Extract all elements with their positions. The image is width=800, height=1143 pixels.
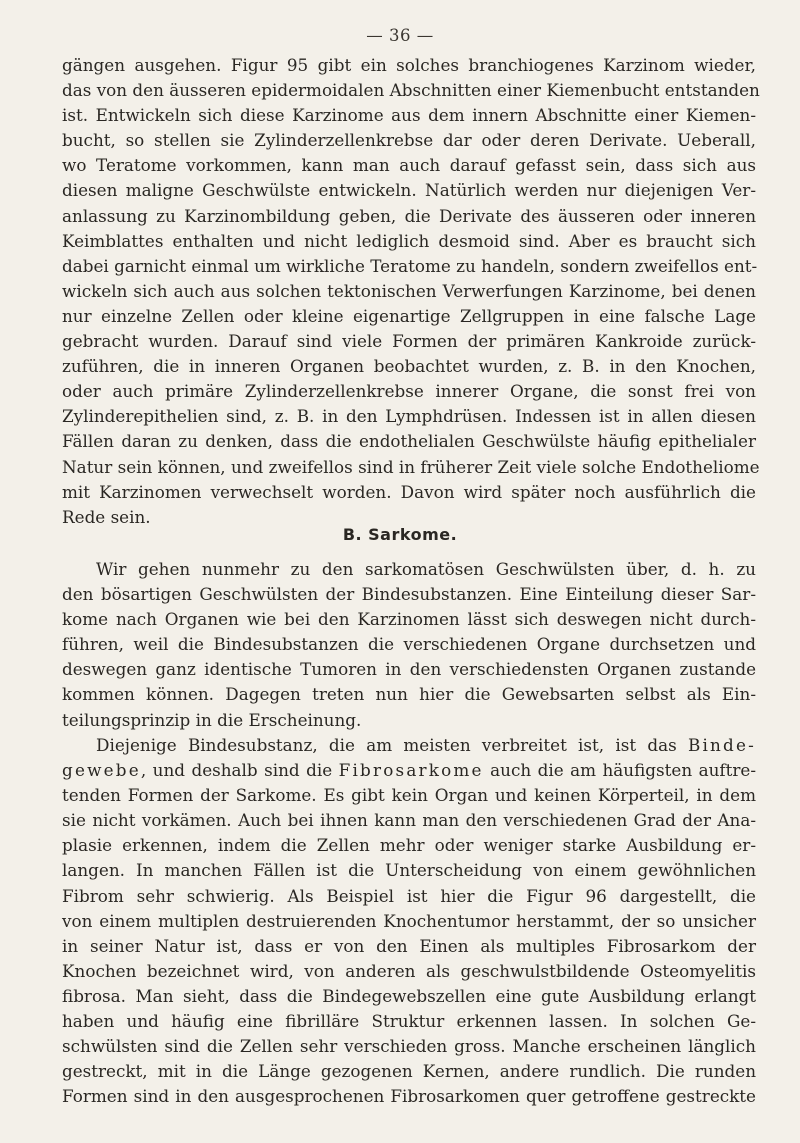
text-line: Fibrom sehr schwierig. Als Beispiel ist hier die Figur 96 dargestellt, die — [62, 885, 756, 906]
section-heading: B. Sarkome. — [342, 525, 458, 544]
text-line: schwülsten sind die Zellen sehr verschieden gross. Manche erscheinen länglich — [62, 1036, 756, 1057]
text-line: dabei garnicht einmal um wirkliche Teratome zu handeln, sondern zweifellos ent- — [62, 255, 758, 276]
text-line: langen. In manchen Fällen ist die Unterscheidung von einem gewöhnlichen — [62, 860, 756, 881]
text-line — [62, 733, 756, 758]
text-line: Natur sein können, und zweifellos sind in früherer Zeit viele solche Endotheliome — [62, 456, 760, 477]
text-line: Rede sein. — [62, 506, 151, 527]
text-line: teilungsprinzip in die Erscheinung. — [62, 709, 362, 730]
text-line: Keimblattes enthalten und nicht lediglich desmoid sind. Aber es braucht sich — [62, 230, 756, 251]
emphasis-fibrosarkome: Fibrosarkome — [338, 760, 484, 781]
paragraph-sarkome-intro — [62, 557, 756, 733]
text-line: deswegen ganz identische Tumoren in den verschiedensten Organen zustande — [62, 659, 756, 680]
text-line: gestreckt, mit in die Länge gezogenen Kernen, andere rundlich. Die runden — [62, 1061, 756, 1082]
text-line: von einem multiplen destruierenden Knochentumor herstammt, der so unsicher — [62, 910, 756, 931]
text-run: , und deshalb sind die — [140, 760, 339, 781]
text-line: wo Teratome vorkommen, kann man auch darauf gefasst sein, dass sich aus — [62, 155, 756, 176]
text-line: gängen ausgehen. Figur 95 gibt ein solches branchiogenes Karzinom wieder, — [62, 55, 756, 75]
text-line: diesen maligne Geschwülste entwickeln. Natürlich werden nur diejenigen Ver- — [62, 180, 756, 201]
text-line: plasie erkennen, indem die Zellen mehr oder weniger starke Ausbildung er- — [62, 835, 756, 856]
text-line: Wir gehen nunmehr zu den sarkomatösen Geschwülsten über, d. h. zu — [96, 559, 756, 579]
text-line: wickeln sich auch aus solchen tektonischen Verwerfungen Karzinome, bei denen — [62, 280, 756, 301]
text-run: Diejenige Bindesubstanz, die am meisten verbreitet ist, ist das — [96, 735, 688, 755]
text-line: bucht, so stellen sie Zylinderzellenkrebse dar oder deren Derivate. Ueberall, — [62, 130, 756, 151]
text-line: mit Karzinomen verwechselt worden. Davon wird später noch ausführlich die — [62, 481, 756, 502]
text-line: Zylinderepithelien sind, z. B. in den Lymphdrüsen. Indessen ist in allen diesen — [62, 406, 756, 427]
text-line: nur einzelne Zellen oder kleine eigenartige Zellgruppen in eine falsche Lage — [62, 305, 756, 326]
emphasis-binde: Binde- — [687, 735, 756, 755]
text-line: gebracht wurden. Darauf sind viele Formen der primären Kankroide zurück- — [62, 331, 756, 352]
text-line: fibrosa. Man sieht, dass die Bindegewebszellen eine gute Ausbildung erlangt — [62, 985, 756, 1006]
text-line: Knochen bezeichnet wird, von anderen als geschwulstbildende Osteomyelitis — [62, 960, 756, 981]
paragraph-fibrosarkome — [62, 733, 756, 1109]
emphasis-gewebe: gewebe — [62, 760, 141, 781]
text-line: in seiner Natur ist, dass er von den Einen als multiples Fibrosarkom der — [62, 935, 756, 956]
text-line: Formen sind in den ausgesprochenen Fibrosarkomen quer getroffene gestreckte — [62, 1086, 756, 1107]
text-line: Fällen daran zu denken, dass die endothelialen Geschwülste häufig epithelialer — [62, 431, 756, 452]
text-line: kome nach Organen wie bei den Karzinomen lässt sich deswegen nicht durch- — [62, 609, 756, 630]
text-line: führen, weil die Bindesubstanzen die verschiedenen Organe durchsetzen und — [62, 634, 756, 655]
text-line: das von den äusseren epidermoidalen Abschnitten einer Kiemenbucht entstanden — [62, 80, 760, 101]
text-line: ist. Entwickeln sich diese Karzinome aus dem innern Abschnitte einer Kiemen- — [62, 105, 756, 126]
page-number: — 36 — — [366, 26, 434, 45]
text-line: anlassung zu Karzinombildung geben, die Derivate des äusseren oder inneren — [62, 205, 756, 226]
text-run: auch die am häufigsten auftre- — [483, 760, 756, 781]
text-line: sie nicht vorkämen. Auch bei ihnen kann man den verschiedenen Grad der Ana- — [62, 810, 756, 831]
text-line: den bösartigen Geschwülsten der Bindesubstanzen. Eine Einteilung dieser Sar- — [62, 584, 756, 605]
text-line: kommen können. Dagegen treten nun hier die Gewebsarten selbst als Ein- — [62, 684, 756, 705]
text-line: tenden Formen der Sarkome. Es gibt kein Organ und keinen Körperteil, in dem — [62, 785, 756, 806]
text-line: oder auch primäre Zylinderzellenkrebse innerer Organe, die sonst frei von — [62, 381, 756, 402]
text-line: zuführen, die in inneren Organen beobachtet wurden, z. B. in den Knochen, — [62, 356, 756, 377]
text-line: haben und häufig eine fibrilläre Struktur erkennen lassen. In solchen Ge- — [62, 1011, 756, 1032]
paragraph-karzinome — [62, 53, 760, 530]
text-line — [62, 758, 756, 783]
